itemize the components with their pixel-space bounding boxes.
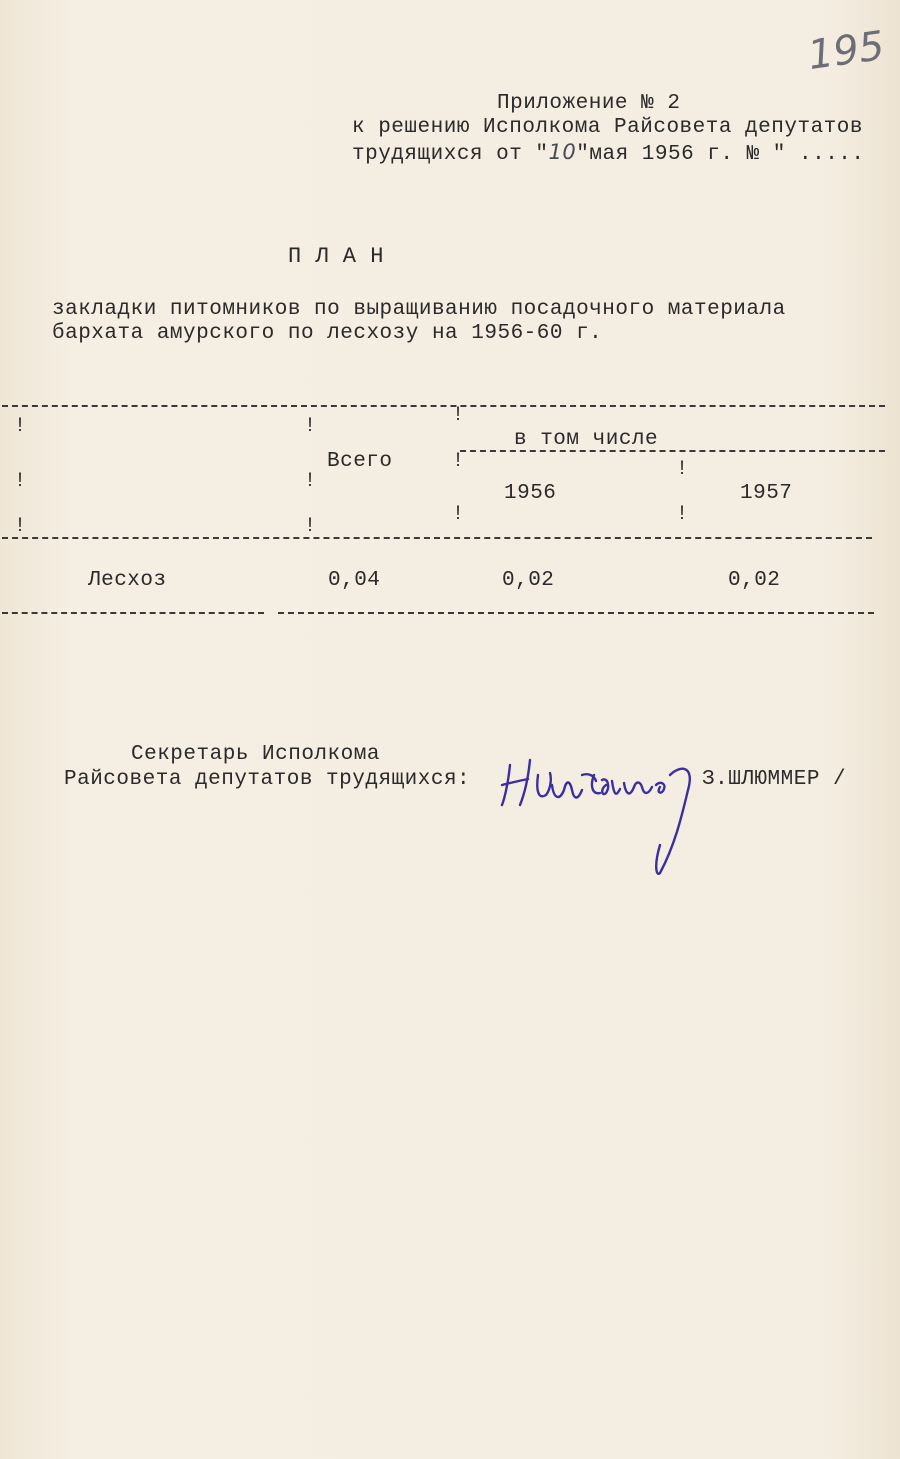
signature-title-line-2: Райсовета депутатов трудящихся: xyxy=(64,768,471,791)
signatory-name: З.ШЛЮММЕР / xyxy=(702,768,847,791)
table-bottom-rule-left xyxy=(2,612,264,614)
col-separator: ! xyxy=(676,503,689,526)
row-total: 0,04 xyxy=(328,569,381,592)
header-including: в том числе xyxy=(514,428,659,451)
subtitle-line-2: бархата амурского по лесхозу на 1956-60 г. xyxy=(52,322,603,345)
col-separator: ! xyxy=(14,470,27,493)
table-header-bottom-rule xyxy=(2,537,872,539)
handwritten-signature xyxy=(490,745,705,880)
col-separator: ! xyxy=(676,458,689,481)
col-separator: ! xyxy=(452,503,465,526)
header-total: Всего xyxy=(327,450,393,473)
table-top-rule xyxy=(2,405,885,407)
row-1957: 0,02 xyxy=(728,569,781,592)
table-bottom-rule-right xyxy=(278,612,874,614)
col-separator: ! xyxy=(14,515,27,538)
header-year-1957: 1957 xyxy=(740,482,793,505)
col-separator: ! xyxy=(452,450,465,473)
appendix-label: Приложение № 2 xyxy=(497,92,681,115)
row-name: Лесхоз xyxy=(88,569,167,592)
date-day-handwritten: 10 xyxy=(548,140,577,164)
col-separator: ! xyxy=(304,515,317,538)
decision-date-line xyxy=(352,140,865,166)
date-suffix: "мая 1956 г. № " ..... xyxy=(576,143,865,166)
subtitle-line-1: закладки питомников по выращиванию посадочного материала xyxy=(52,298,786,321)
document-title: П Л А Н xyxy=(288,244,384,269)
col-separator: ! xyxy=(304,415,317,438)
header-year-1956: 1956 xyxy=(504,482,557,505)
col-separator: ! xyxy=(304,470,317,493)
row-1956: 0,02 xyxy=(502,569,555,592)
col-separator: ! xyxy=(452,404,465,427)
signature-title-line-1: Секретарь Исполкома xyxy=(131,743,380,766)
col-separator: ! xyxy=(14,415,27,438)
decision-reference: к решению Исполкома Райсовета депутатов xyxy=(352,116,863,139)
date-prefix: трудящихся от " xyxy=(352,143,549,166)
page-number: 195 xyxy=(805,22,888,80)
